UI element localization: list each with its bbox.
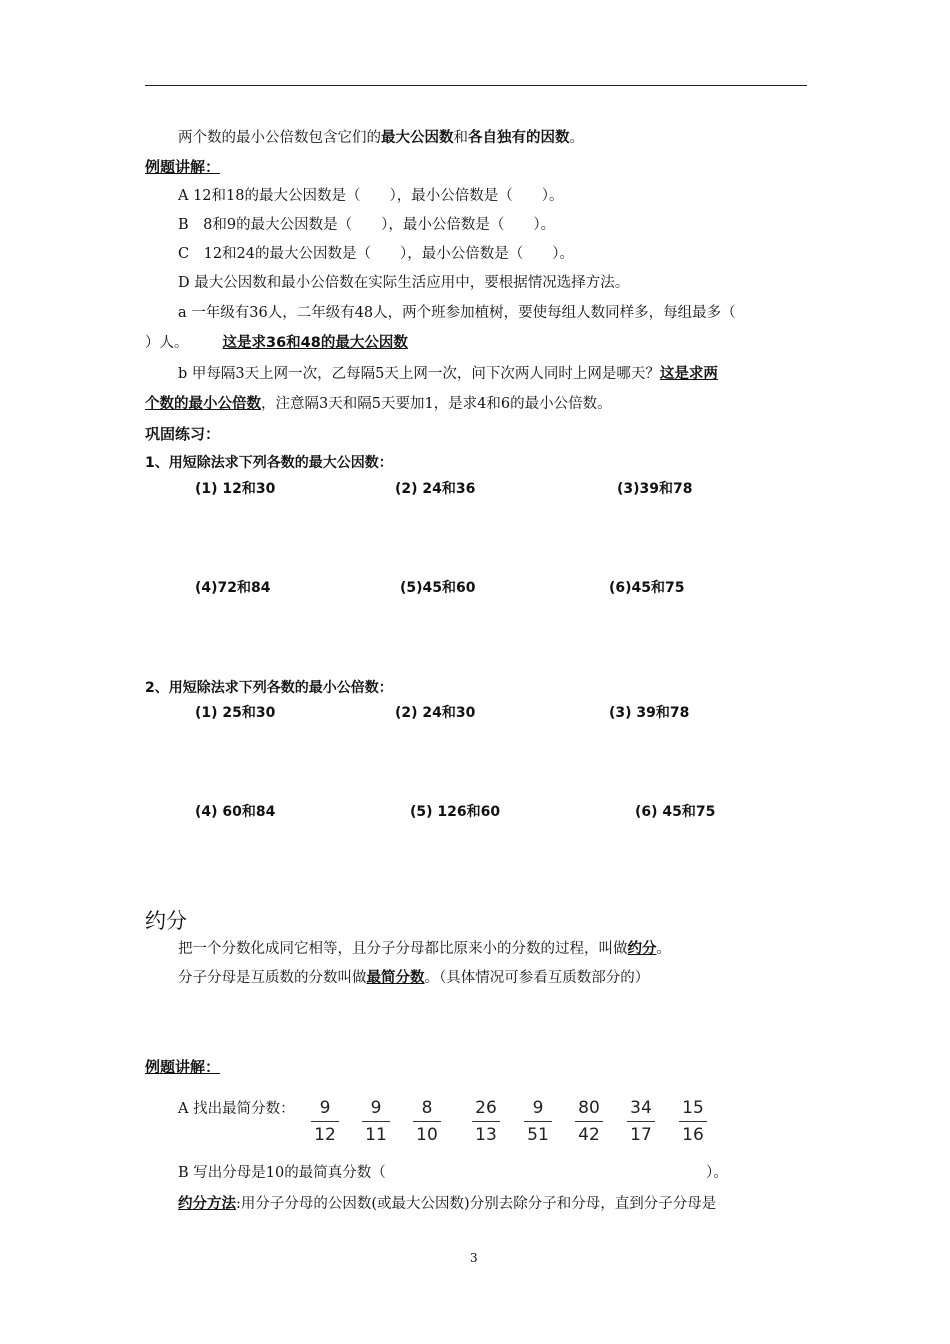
- section-title: 约分: [145, 909, 187, 933]
- fraction-bar: [679, 1121, 707, 1122]
- fraction-bar: [472, 1121, 500, 1122]
- practice-q1-title: 1、用短除法求下列各数的最大公因数：: [145, 455, 393, 471]
- practice-q2-title: 2、用短除法求下列各数的最小公倍数：: [145, 680, 393, 696]
- q2-item-1: (1) 25和30: [195, 705, 276, 721]
- simplest-fraction-line: [178, 968, 649, 988]
- q2-item-2: (2) 24和30: [395, 705, 476, 721]
- fraction-bar: [362, 1121, 390, 1122]
- fraction-numerator: 34: [630, 1098, 652, 1118]
- q1-item-2: (2) 24和36: [395, 481, 476, 497]
- question-a-line1: a 一年级有36人，二年级有48人，两个班参加植树，要使每组人数同样多，每组最多（: [178, 305, 736, 321]
- question-a-line2: [145, 333, 408, 353]
- question-b-line2: [145, 394, 612, 414]
- fraction-6: [569, 1097, 609, 1146]
- intro-line: [178, 128, 584, 148]
- fraction-2: [356, 1097, 396, 1146]
- simplest-term: 最简分数: [366, 970, 425, 986]
- fraction-numerator: 9: [370, 1098, 382, 1118]
- q1-item-5: (5)45和60: [400, 580, 476, 596]
- q2-item-5: (5) 126和60: [410, 804, 501, 820]
- fraction-denominator: 13: [475, 1125, 497, 1145]
- fraction-numerator: 80: [578, 1098, 600, 1118]
- fraction-numerator: 15: [682, 1098, 704, 1118]
- q1-item-4: (4)72和84: [195, 580, 271, 596]
- example-d: D 最大公因数和最小公倍数在实际生活应用中，要根据情况选择方法。: [178, 275, 630, 291]
- definition-end: 。: [656, 941, 671, 957]
- intro-text-mid: 和: [453, 130, 468, 146]
- question-a-note: 这是求36和48的最大公因数: [222, 335, 408, 351]
- fraction-bar: [311, 1121, 339, 1122]
- fraction-7: [621, 1097, 661, 1146]
- question-a-blank-end: ）人。: [145, 335, 189, 351]
- example-heading: 例题讲解：: [145, 158, 221, 176]
- intro-bold-term-1: 最大公因数: [381, 130, 454, 146]
- q2-item-4: (4) 60和84: [195, 804, 276, 820]
- example-c: C 12和24的最大公因数是（ ），最小公倍数是（ ）。: [178, 246, 574, 262]
- fraction-denominator: 11: [365, 1125, 387, 1145]
- fraction-8: [673, 1097, 713, 1146]
- q2-item-6: (6) 45和75: [635, 804, 716, 820]
- example-2-b-end: ）。: [706, 1165, 728, 1181]
- method-line: [178, 1194, 716, 1214]
- q1-item-3: (3)39和78: [617, 481, 693, 497]
- fraction-1: [305, 1097, 345, 1146]
- q1-item-6: (6)45和75: [609, 580, 685, 596]
- example-a: A 12和18的最大公因数是（ ），最小公倍数是（ ）。: [178, 188, 564, 204]
- fraction-bar: [627, 1121, 655, 1122]
- page-number: 3: [470, 1251, 478, 1265]
- simplest-remark: 。（具体情况可参看互质数部分的）: [424, 970, 650, 986]
- example-2-b: B 写出分母是10的最简真分数（: [178, 1165, 386, 1181]
- example-2-heading: 例题讲解：: [145, 1058, 221, 1076]
- intro-text: 两个数的最小公倍数包含它们的: [178, 130, 381, 146]
- fraction-denominator: 10: [416, 1125, 438, 1145]
- fraction-denominator: 42: [578, 1125, 600, 1145]
- example-b: B 8和9的最大公因数是（ ），最小公倍数是（ ）。: [178, 217, 556, 233]
- intro-bold-term-2: 各自独有的因数: [468, 130, 570, 146]
- fraction-4: [466, 1097, 506, 1146]
- fraction-denominator: 17: [630, 1125, 652, 1145]
- fraction-denominator: 51: [527, 1125, 549, 1145]
- intro-text-end: 。: [569, 130, 584, 146]
- question-b-note-end: 个数的最小公倍数: [145, 396, 261, 412]
- fraction-denominator: 16: [682, 1125, 704, 1145]
- method-label: 约分方法: [178, 1196, 236, 1212]
- fraction-denominator: 12: [314, 1125, 336, 1145]
- header-rule: [145, 85, 807, 86]
- method-text: :用分子分母的公因数(或最大公因数)分别去除分子和分母，直到分子分母是: [236, 1196, 717, 1212]
- question-b-remark: ，注意隔3天和隔5天要加1，是求4和6的最小公倍数。: [261, 396, 612, 412]
- practice-heading: 巩固练习：: [145, 425, 221, 443]
- definition-line: [178, 939, 671, 959]
- q1-item-1: (1) 12和30: [195, 481, 276, 497]
- fraction-bar: [413, 1121, 441, 1122]
- q2-item-3: (3) 39和78: [609, 705, 690, 721]
- fraction-5: [518, 1097, 558, 1146]
- fraction-numerator: 8: [421, 1098, 433, 1118]
- fraction-bar: [524, 1121, 552, 1122]
- fraction-numerator: 9: [319, 1098, 331, 1118]
- fraction-numerator: 9: [532, 1098, 544, 1118]
- simplest-text: 分子分母是互质数的分数叫做: [178, 970, 367, 986]
- question-b-note-start: 这是求两: [659, 366, 718, 382]
- question-b-text: b 甲每隔3天上网一次，乙每隔5天上网一次，问下次两人同时上网是哪天？: [178, 366, 660, 382]
- definition-term: 约分: [627, 941, 657, 957]
- question-b-line1: [178, 364, 718, 384]
- fraction-numerator: 26: [475, 1098, 497, 1118]
- fraction-bar: [575, 1121, 603, 1122]
- fraction-3: [407, 1097, 447, 1146]
- definition-text: 把一个分数化成同它相等，且分子分母都比原来小的分数的过程，叫做: [178, 941, 628, 957]
- example-2-a-label: A 找出最简分数：: [178, 1101, 295, 1117]
